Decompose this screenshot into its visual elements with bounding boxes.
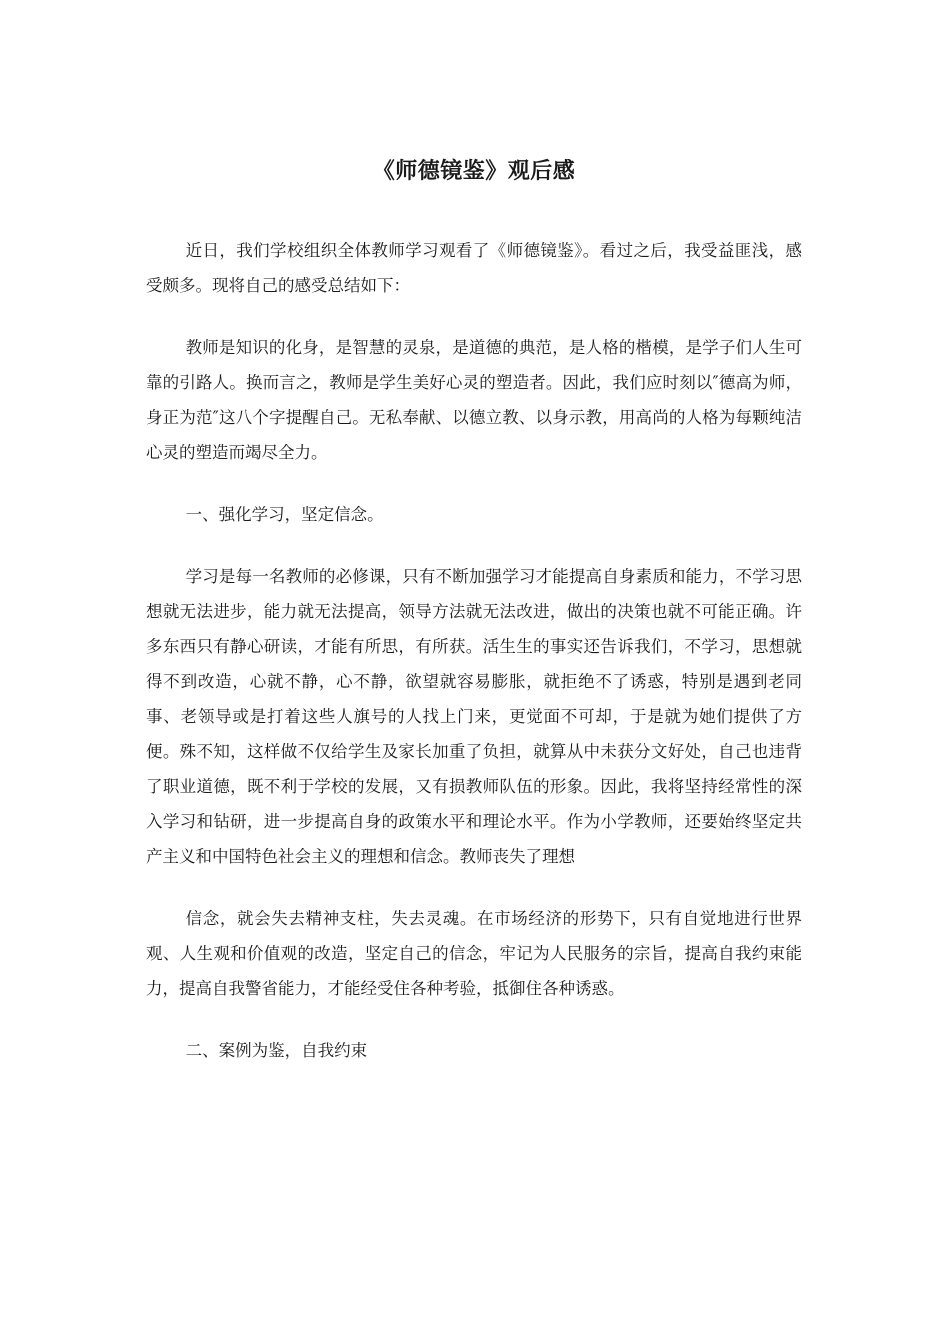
document-body [146, 233, 802, 1095]
paragraph-study: 学习是每一名教师的必修课，只有不断加强学习才能提高自身素质和能力，不学习思想就无法进步，能力就无法提高，领导方法就无法改进，做出的决策也就不可能正确。许多东西只有静心研读，才能有所思，有所获。活生生的事实还告诉我们，不学习，思想就得不到改造，心就不静，心不静，欲望就容易膨胀，就拒绝不了诱惑，特别是遇到老同事、老领导或是打着这些人旗号的人找上门来，更觉面不可却，于是就为她们提供了方便。殊不知，这样做不仅给学生及家长加重了负担，就算从中未获分文好处，自己也违背了职业道德，既不利于学校的发展，又有损教师队伍的形象。因此，我将坚持经常性的深入学习和钻研，进一步提高自身的政策水平和理论水平。作为小学教师，还要始终坚定共产主义和中国特色社会主义的理想和信念。教师丧失了理想 [146, 567, 802, 866]
paragraph-intro: 近日，我们学校组织全体教师学习观看了《师德镜鉴》。看过之后，我受益匪浅，感受颇多。现将自己的感受总结如下： [146, 241, 802, 295]
paragraph-belief: 信念，就会失去精神支柱，失去灵魂。在市场经济的形势下，只有自觉地进行世界观、人生观和价值观的改造，坚定自己的信念，牢记为人民服务的宗旨，提高自我约束能力，提高自我警省能力，才能经受住各种考验，抵御住各种诱惑。 [146, 909, 802, 998]
document-title: 《师德镜鉴》观后感 [372, 159, 576, 184]
section-heading-2: 二、案例为鉴，自我约束 [185, 1041, 368, 1060]
section-heading-1: 一、强化学习，坚定信念。 [185, 505, 384, 524]
paragraph-teacher-role: 教师是知识的化身，是智慧的灵泉，是道德的典范，是人格的楷模，是学子们人生可靠的引路人。换而言之，教师是学生美好心灵的塑造者。因此，我们应时刻以″德高为师，身正为范″这八个字提醒自己。无私奉献、以德立教、以身示教，用高尚的人格为每颗纯洁心灵的塑造而竭尽全力。 [146, 338, 802, 462]
